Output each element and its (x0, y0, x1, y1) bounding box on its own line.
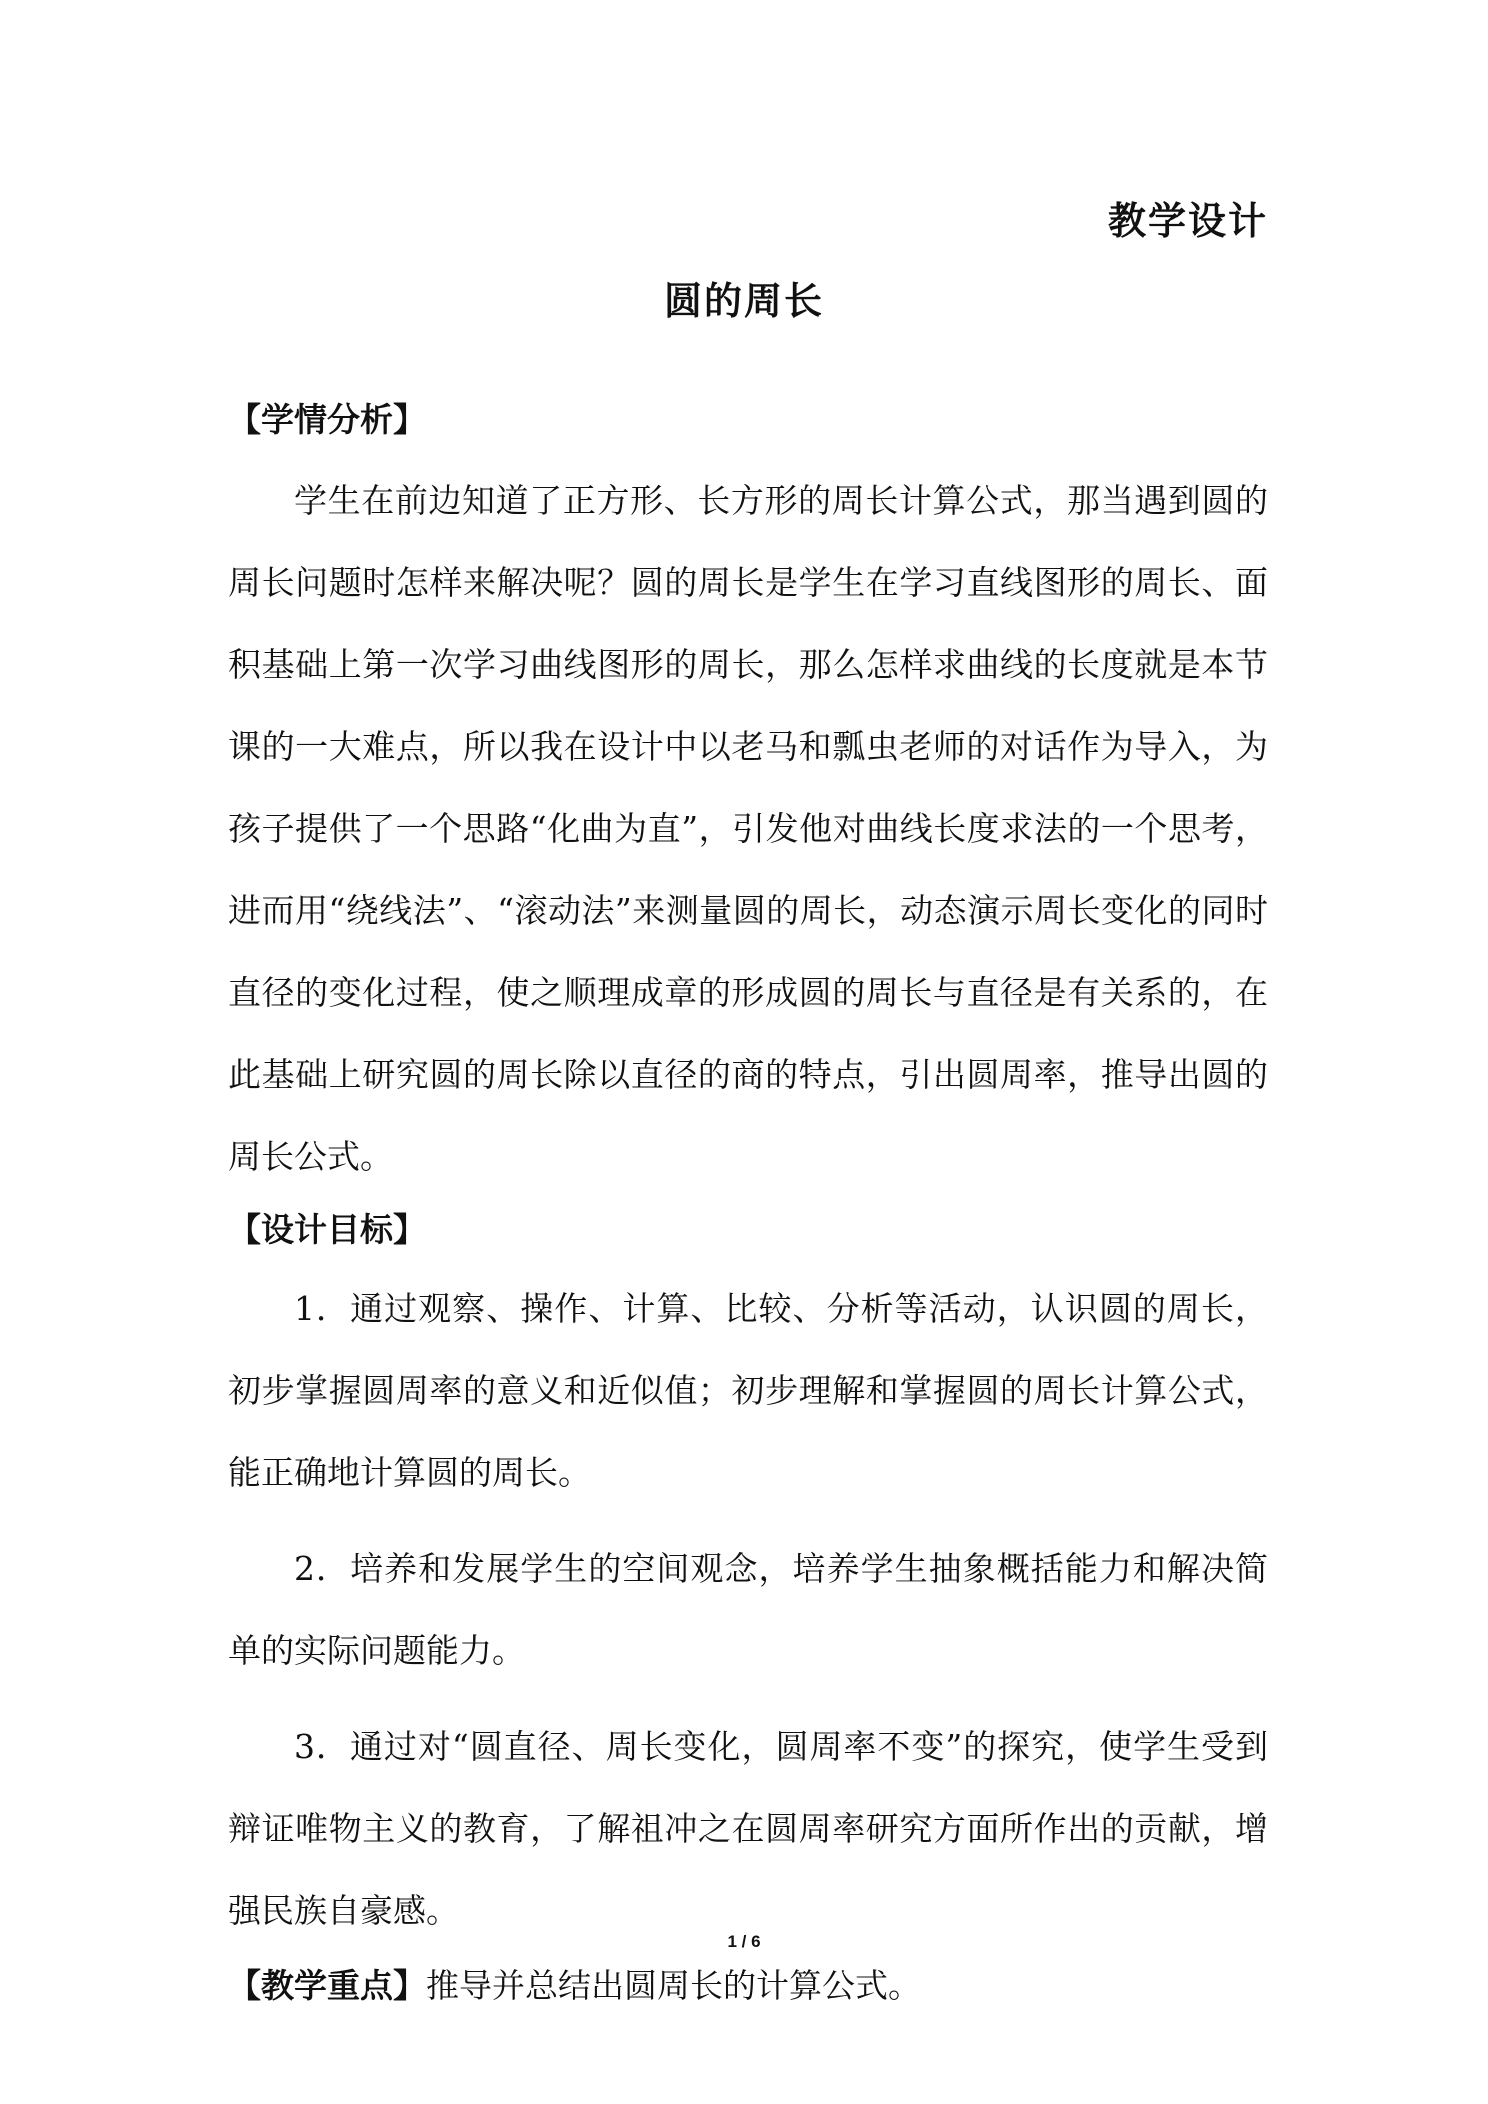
section-heading-analysis: 【学情分析】 (228, 400, 426, 439)
page-title: 圆的周长 (663, 279, 824, 323)
key-point-text: 推导并总结出圆周长的计算公式。 (426, 1966, 921, 2005)
goal-item-3: 3．通过对“圆直径、周长变化，圆周率不变”的探究，使学生受到辩证唯物主义的教育，了解祖冲之在圆周率研究方面所作出的贡献，增强民族自豪感。 (228, 1727, 1268, 1930)
document-body (228, 390, 1268, 2016)
goal-item-2: 2．培养和发展学生的空间观念，培养学生抽象概括能力和解决简单的实际问题能力。 (228, 1549, 1268, 1670)
analysis-paragraph: 学生在前边知道了正方形、长方形的周长计算公式，那当遇到圆的周长问题时怎样来解决呢？圆的周长是学生在学习直线图形的周长、面积基础上第一次学习曲线图形的周长，那么怎样求曲线的长度就是本节课的一大难点，所以我在设计中以老马和瓢虫老师的对话作为导入，为孩子提供了一个思路“化曲为直”，引发他对曲线长度求法的一个思考，进而用“绕线法”、“滚动法”来测量圆的周长，动态演示周长变化的同时直径的变化过程，使之顺理成章的形成圆的周长与直径是有关系的，在此基础上研究圆的周长除以直径的商的特点，引出圆周率，推导出圆的周长公式。 (228, 481, 1268, 1176)
document-type-label: 教学设计 (1107, 199, 1268, 243)
key-point-line (228, 1956, 1268, 2016)
page-number: 1 / 6 (727, 1932, 761, 1951)
section-heading-goals: 【设计目标】 (228, 1210, 426, 1249)
goals-list (228, 1268, 1268, 1952)
section-heading-key-point: 【教学重点】 (228, 1966, 426, 2005)
goal-item-1: 1．通过观察、操作、计算、比较、分析等活动，认识圆的周长，初步掌握圆周率的意义和近似值；初步理解和掌握圆的周长计算公式，能正确地计算圆的周长。 (228, 1289, 1268, 1492)
